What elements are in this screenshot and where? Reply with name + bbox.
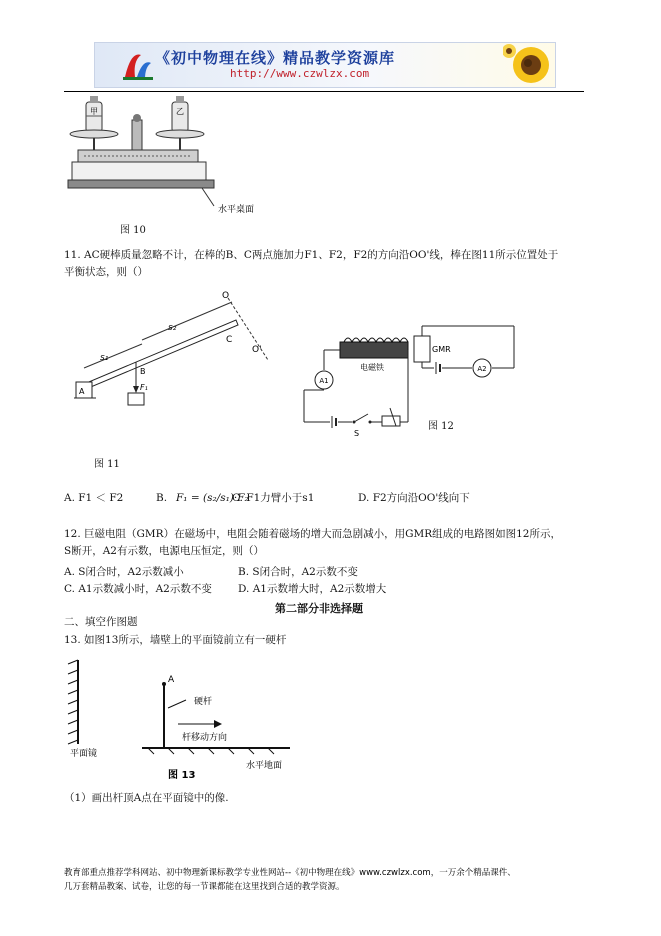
q11-option-d: D. F2方向沿OO'线向下 [358, 492, 470, 504]
label-a2: A2 [477, 365, 487, 373]
fig11-caption: 图 11 [94, 459, 120, 470]
bottle-left-label: 甲 [90, 107, 98, 116]
q12-option-d: D. A1示数增大时，A2示数增大 [238, 583, 387, 595]
label-O: O [222, 291, 230, 301]
electromagnet-core-icon [340, 342, 408, 358]
label-C: C [226, 335, 233, 345]
q11-option-b-formula: F₁ = (s₂/s₁)·F₂ [176, 492, 249, 504]
label-mirror: 平面镜 [70, 749, 98, 759]
label-ground: 水平地面 [246, 761, 283, 771]
label-a1: A1 [319, 377, 329, 385]
site-title: 《初中物理在线》精品教学资源库 [155, 49, 396, 67]
footer-line1: 教育部重点推荐学科网站、初中物理新课标教学专业性网站--《初中物理在线》www.czwlzx.com，一万余个精品课件、 [64, 868, 516, 878]
q11-line2: 平衡状态，则（） [64, 266, 148, 278]
header-banner [94, 42, 556, 88]
sunflower-icon [503, 43, 555, 87]
bottle-right-label: 乙 [176, 107, 184, 116]
label-s: S [354, 429, 360, 438]
label-magnet: 电磁铁 [360, 363, 384, 372]
q12-option-a: A. S闭合时，A2示数减小 [64, 566, 184, 578]
label-s1: s₁ [100, 353, 109, 363]
site-url[interactable]: http://www.czwlzx.com [230, 67, 370, 80]
q11-line1: 11. AC硬棒质量忽略不计，在棒的B、C两点施加力F1、F2，F2的方向沿OO'线，棒在图11所示位置处于 [64, 249, 559, 261]
figure-10-balance [64, 94, 304, 214]
footer-line2: 几万套精品教案、试卷，让您的每一节课都能在这里找到合适的教学资源。 [64, 882, 345, 892]
figure-12-circuit [296, 318, 526, 442]
figure-13-mirror [64, 656, 304, 784]
q12-option-b: B. S闭合时，A2示数不变 [238, 566, 358, 578]
q13-text: 13. 如图13所示，墙壁上的平面镜前立有一硬杆 [64, 634, 287, 646]
site-logo-icon [121, 47, 155, 83]
label-F1: F₁ [140, 383, 148, 392]
q12-line1: 12. 巨磁电阻（GMR）在磁场中，电阻会随着磁场的增大而急剧减小，用GMR组成的电路图如图12所示， [64, 528, 561, 540]
fig12-caption: 图 12 [428, 421, 454, 432]
q12-line2: S断开，A2有示数，电源电压恒定，则（） [64, 545, 264, 557]
q11-option-c: C. F1力臂小于s1 [232, 492, 315, 504]
label-rod: 硬杆 [194, 697, 213, 707]
label-table: 水平桌面 [218, 205, 255, 214]
q13-sub-1: （1）画出杆顶A点在平面镜中的像. [64, 792, 229, 804]
label-O-prime: O' [252, 345, 262, 355]
figure-11-lever [70, 290, 280, 410]
fig10-caption: 图 10 [120, 225, 146, 236]
label-s2: s₂ [168, 323, 177, 333]
label-A-point: A [168, 675, 175, 685]
label-direction: 杆移动方向 [182, 733, 228, 743]
header-rule [64, 91, 584, 92]
label-gmr: GMR [432, 345, 451, 354]
section-fill-in: 二、填空作图题 [64, 616, 138, 628]
q11-option-b-prefix: B. [156, 492, 168, 504]
q12-option-c: C. A1示数减小时，A2示数不变 [64, 583, 212, 595]
fig13-caption: 图 13 [168, 770, 196, 781]
label-B: B [140, 367, 146, 376]
part2-heading: 第二部分非选择题 [275, 602, 363, 615]
label-A: A [79, 387, 85, 396]
q11-option-a: A. F1 ＜ F2 [64, 492, 124, 504]
